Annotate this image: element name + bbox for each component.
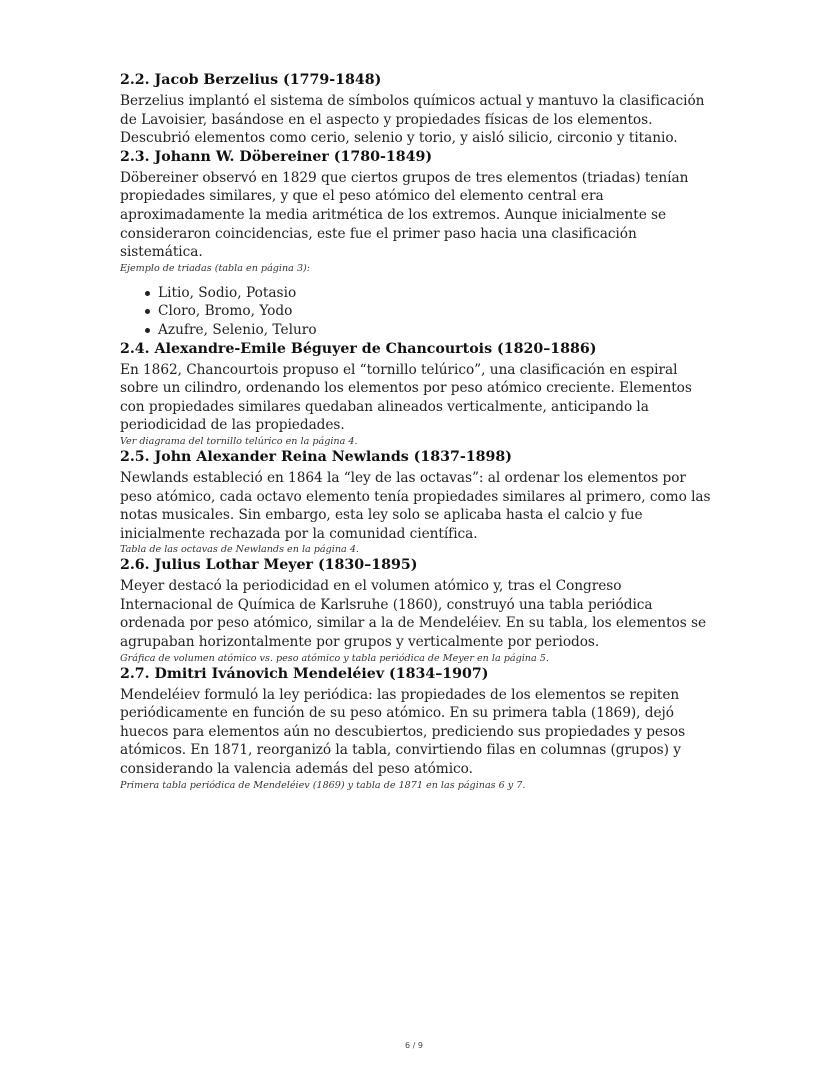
list-item-text: Cloro, Bromo, Yodo — [158, 303, 293, 320]
section-paragraph: En 1862, Chancourtois propuso el “tornillo telúrico”, una clasificación en espiral sobre un cilindro, ordenando los elementos por peso atómico creciente. Elementos con propiedades similares quedaban alineados verticalmente, anticipando la periodicidad de las propiedades. — [120, 361, 692, 434]
bullet-icon — [145, 291, 150, 296]
section-heading: 2.7. Dmitri Ivánovich Mendeléiev (1834–1907) — [120, 665, 489, 682]
section-paragraph: Meyer destacó la periodicidad en el volumen atómico y, tras el Congreso Internacional de Química de Karlsruhe (1860), construyó una tabla periódica ordenada por peso atómico, similar a la de Mendeléiev. En su tabla, los elementos se agrupaban horizontalmente por grupos y verticalmente por periodos. — [120, 578, 707, 651]
page-number: 6 / 9 — [405, 1041, 423, 1050]
section-paragraph: Mendeléiev formuló la ley periódica: las propiedades de los elementos se repiten periódicamente en función de su peso atómico. En su primera tabla (1869), dejó huecos para elementos aún no descubiertos, prediciendo sus propiedades y pesos atómicos. En 1871, reorganizó la tabla, convirtiendo filas en columnas (grupos) y considerando la valencia además del peso atómico. — [120, 686, 686, 778]
section-heading: 2.3. Johann W. Döbereiner (1780-1849) — [120, 148, 433, 165]
bullet-icon — [145, 309, 150, 314]
section-dobereiner — [120, 148, 715, 340]
list-item-text: Azufre, Selenio, Teluro — [158, 321, 317, 338]
section-berzelius — [120, 71, 715, 148]
bullet-icon — [145, 328, 150, 333]
section-heading: 2.2. Jacob Berzelius (1779-1848) — [120, 72, 382, 88]
triads-list — [120, 284, 715, 340]
figure-note: Ejemplo de triadas (tabla en página 3): — [120, 262, 311, 274]
list-item — [120, 302, 715, 321]
figure-note: Primera tabla periódica de Mendeléiev (1869) y tabla de 1871 en las páginas 6 y 7. — [120, 779, 526, 791]
section-mendeleiev — [120, 665, 715, 792]
figure-note: Gráfica de volumen atómico vs. peso atómico y tabla periódica de Meyer en la página 5. — [120, 652, 549, 664]
section-heading: 2.4. Alexandre-Emile Béguyer de Chancourtois (1820–1886) — [120, 340, 597, 357]
section-chancourtois — [120, 340, 715, 448]
section-heading: 2.6. Julius Lothar Meyer (1830–1895) — [120, 557, 418, 574]
list-item — [120, 321, 715, 340]
section-heading: 2.5. John Alexander Reina Newlands (1837-1898) — [120, 448, 512, 465]
section-newlands — [120, 448, 715, 556]
figure-note: Tabla de las octavas de Newlands en la página 4. — [120, 544, 359, 556]
page-content — [120, 71, 715, 792]
section-paragraph: Döbereiner observó en 1829 que ciertos grupos de tres elementos (triadas) tenían propiedades similares, y que el peso atómico del elemento central era aproximadamente la media aritmética de los extremos. Aunque inicialmente se consideraron coincidencias, este fue el primer paso hacia una clasificación sistemática. — [120, 169, 689, 261]
section-paragraph: Berzelius implantó el sistema de símbolos químicos actual y mantuvo la clasificación de Lavoisier, basándose en el aspecto y propiedades físicas de los elementos. Descubrió elementos como cerio, selenio y torio, y aisló silicio, circonio y titanio. — [120, 93, 705, 147]
list-item-text: Litio, Sodio, Potasio — [158, 284, 297, 301]
section-paragraph: Newlands estableció en 1864 la “ley de las octavas”: al ordenar los elementos por peso atómico, cada octavo elemento tenía propiedades similares al primero, como las notas musicales. Sin embargo, esta ley solo se aplicaba hasta el calcio y fue inicialmente rechazada por la comunidad científica. — [120, 469, 711, 542]
list-item — [120, 284, 715, 303]
figure-note: Ver diagrama del tornillo telúrico en la página 4. — [120, 435, 358, 447]
section-meyer — [120, 556, 715, 664]
